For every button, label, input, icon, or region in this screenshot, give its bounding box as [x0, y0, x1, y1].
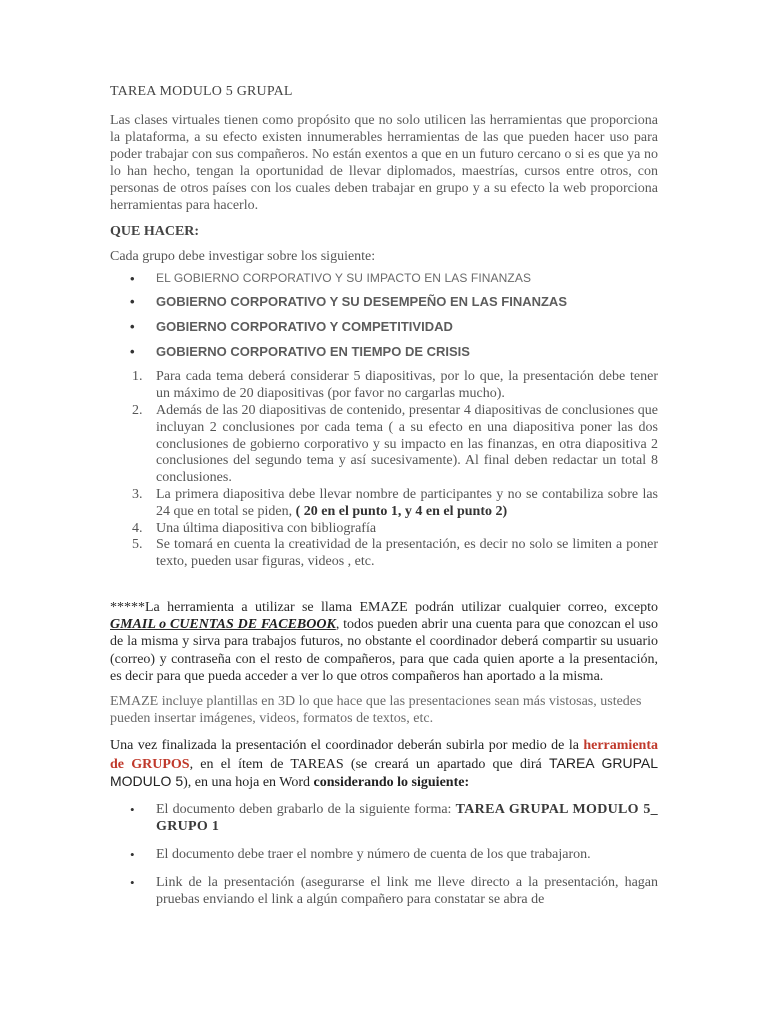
una-vez-text-2: , en el ítem de TAREAS (se creará un apartado que dirá — [189, 756, 549, 772]
step-number: 3. — [132, 487, 143, 503]
herramienta-paragraph — [110, 599, 658, 685]
final-item-text: Link de la presentación (asegurarse el link me lleve directo a la presentación, hagan pruebas enviando el link a algún compañero para constatar se abra de — [156, 875, 658, 908]
final-item-text: El documento deben grabarlo de la siguiente forma: — [156, 802, 456, 818]
final-item — [110, 846, 658, 863]
document-body — [110, 84, 658, 919]
considerando-text: considerando lo siguiente: — [313, 774, 470, 790]
final-item — [110, 801, 658, 835]
final-item — [110, 874, 658, 908]
una-vez-text-3: ), en una hoja en Word — [183, 774, 314, 790]
final-item-text: El documento debe traer el nombre y número de cuenta de los que trabajaron. — [156, 847, 591, 863]
emaze-paragraph: EMAZE incluye plantillas en 3D lo que hace que las presentaciones sean más vistosas, ustedes pueden insertar imágenes, videos, formatos de textos, etc. — [110, 694, 642, 727]
tarea-grupal-name: TAREA GRUPAL MODULO 5 — [110, 754, 658, 789]
topic-item: • GOBIERNO CORPORATIVO Y SU DESEMPEÑO EN LAS FINANZAS — [110, 294, 658, 309]
topics-list — [110, 271, 658, 359]
herramienta-text-2: , todos pueden abrir una cuenta para que conozcan el uso de la misma y sirva para trabajos futuros, no obstante el coordinador deberá compartir su usuario (correo) y contraseña con el resto de compañeros, para que cada quien aporte a la presentación, es decir para que pueda acceder a ver lo que otros compañeros han aportado a la misma. — [110, 617, 658, 684]
step-text: Una última diapositiva con bibliografía — [156, 520, 377, 536]
herramienta-grupos-link: herramienta de GRUPOS — [110, 738, 658, 772]
una-vez-text-1: Una vez finalizada la presentación el coordinador deberán subirla por medio de la — [110, 738, 584, 754]
step-text: La primera diapositiva debe llevar nombre de participantes y no se contabiliza sobre las 24 que en total se piden, — [156, 487, 658, 519]
topic-item: • GOBIERNO CORPORATIVO EN TIEMPO DE CRISIS — [110, 344, 658, 359]
step-number: 1. — [132, 369, 143, 385]
step-number: 5. — [132, 537, 143, 553]
step-item — [110, 403, 658, 487]
step-number: 2. — [132, 403, 143, 419]
topic-item: • EL GOBIERNO CORPORATIVO Y SU IMPACTO EN LAS FINANZAS — [110, 271, 658, 285]
herramienta-text-1: *****La herramienta a utilizar se llama EMAZE podrán utilizar cualquier correo, excepto — [110, 600, 658, 615]
final-list — [110, 801, 658, 908]
step-text: Para cada tema deberá considerar 5 diapositivas, por lo que, la presentación debe tener un máximo de 20 diapositivas (por favor no cargarlas mucho). — [156, 369, 658, 402]
step-text: Se tomará en cuenta la creatividad de la presentación, es decir no solo se limiten a poner texto, pueden usar figuras, videos , etc. — [156, 537, 658, 570]
intro-paragraph: Las clases virtuales tienen como propósito que no solo utilicen las herramientas que proporciona la plataforma, a su efecto existen innumerables herramientas de las que pueden hacer uso para poder trabajar con sus compañeros. No están exentos a que en un futuro cercano o si es que ya no lo han hecho, tengan la oportunidad de llevar diplomados, maestrías, cursos entre otros, con personas de otros países con los cuales deben trabajar en grupo y a su efecto la web proporciona herramientas para hacerlo. — [110, 113, 658, 213]
steps-list — [110, 369, 658, 571]
step-bold-text: ( 20 en el punto 1, y 4 en el punto 2) — [295, 503, 508, 519]
step-item — [110, 537, 658, 571]
document-title: TAREA MODULO 5 GRUPAL — [110, 84, 293, 99]
final-item-bold: TAREA GRUPAL MODULO 5_ GRUPO 1 — [156, 802, 658, 835]
step-item — [110, 521, 658, 538]
que-hacer-heading: QUE HACER: — [110, 224, 200, 240]
step-number: 4. — [132, 520, 143, 536]
step-text: Además de las 20 diapositivas de contenido, presentar 4 diapositivas de conclusiones que incluyan 2 conclusiones por cada tema ( a su efecto en una diapositiva poner las dos conclusiones de gobierno corporativo y su impacto en las finanzas, en otra diapositiva 2 conclusiones del segundo tema y así sucesivamente). Al final deben redactar un total 8 conclusiones. — [156, 403, 658, 486]
topic-item: • GOBIERNO CORPORATIVO Y COMPETITIVIDAD — [110, 319, 658, 334]
step-item — [110, 369, 658, 403]
una-vez-paragraph — [110, 737, 658, 791]
cada-grupo-text: Cada grupo debe investigar sobre los siguiente: — [110, 249, 376, 265]
excluded-accounts-text: GMAIL o CUENTAS DE FACEBOOK — [110, 617, 336, 633]
step-item — [110, 487, 658, 521]
